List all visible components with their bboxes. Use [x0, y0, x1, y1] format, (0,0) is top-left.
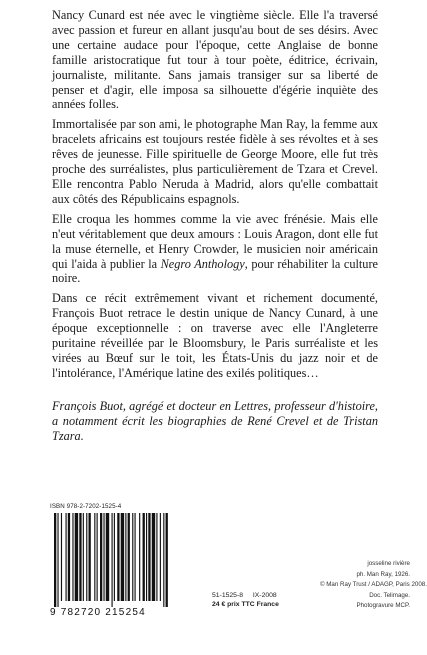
barcode-bar — [103, 513, 104, 601]
barcode-bar — [121, 513, 124, 601]
barcode-digits: 9 782720 215254 — [50, 607, 146, 618]
barcode-bar — [86, 513, 87, 601]
paragraph-recit: Dans ce récit extrêmement vivant et richement documenté, François Buot retrace le destin unique de Nancy Cunard, à une époque exceptionnelle : on traverse avec elle l'Angleterre puritaine réveillée par le Bloomsbury, le Paris surréaliste et les virées au Bœuf sur le toit, les États-Unis du jazz noir et de l'intolérance, l'Amérique latine des exilés politiques… — [52, 291, 378, 380]
barcode-bar — [143, 513, 145, 601]
barcode-bar — [112, 513, 113, 607]
barcode-bar — [66, 513, 67, 601]
photo-credits — [320, 559, 427, 612]
barcode-bar — [89, 513, 91, 601]
credit-line: Doc. Telimage. — [369, 591, 410, 599]
author-note: François Buot, agrégé et docteur en Lettres, professeur d'histoire, a notamment écrit les biographies de René Crevel et de Tristan Tzara. — [52, 398, 378, 443]
credit-line: Photogravure MCP. — [356, 602, 410, 609]
isbn-label: ISBN 978-2-7202-1525-4 — [50, 503, 122, 510]
paragraph-man-ray: Immortalisée par son ami, le photographe Man Ray, la femme aux bracelets africains est toujours restée fidèle à ses révoltes et à ses rêves de jeunesse. Fille spirituelle de George Moore, elle fut très proche des surréalistes, plus particulièrement de Tzara et Crevel. Elle rencontra Pablo Neruda à Madrid, alors qu'elle combattait aux côtés des Républicains espagnols. — [52, 117, 378, 206]
reference-date: IX-2008 — [252, 592, 277, 599]
credit-line: © Man Ray Trust / ADAGP, Paris 2008. — [320, 581, 427, 588]
barcode-bar — [72, 513, 73, 601]
barcode-bar — [57, 513, 58, 607]
barcode-image — [50, 513, 174, 609]
barcode-bar — [106, 513, 109, 601]
barcode-bar — [128, 513, 130, 601]
price-block — [212, 591, 285, 609]
paragraph-loves — [52, 212, 378, 287]
reference-row — [212, 591, 285, 600]
barcode-bar — [152, 513, 155, 601]
barcode-bar — [135, 513, 136, 601]
barcode-bar — [94, 513, 95, 601]
barcode-bar — [83, 513, 84, 601]
barcode-bar — [117, 513, 119, 601]
reference-code: 51-1525-8 — [212, 592, 243, 599]
paragraph-loves-start: Elle croqua les hommes comme la vie avec frénésie. Mais elle n'eut véritablement que deux amours : Louis Aragon, dont elle fut la muse éternelle, et Henry Crowder, le musicien noir américain qui l'aida à publier la — [52, 211, 378, 271]
paragraph-intro: Nancy Cunard est née avec le vingtième siècle. Elle l'a traversé avec passion et fureur en allant jusqu'au bout de ses désirs. Avec une certaine audace pour l'époque, cette Anglaise de bonne famille aristocratique fut tour à tour poète, éditrice, écrivain, journaliste, militante. Sans jamais transiger sur sa liberté de penser et d'agir, elle imposa sa silhouette d'égérie inquiète des années folles. — [52, 8, 378, 112]
barcode-bar — [79, 513, 81, 601]
negro-anthology-title: Negro Anthology — [160, 256, 245, 271]
paragraph-loves-end: , pour réhabiliter la culture noire. — [52, 256, 378, 286]
barcode-bar — [132, 513, 133, 601]
barcode-block — [50, 503, 200, 653]
barcode-bar — [100, 513, 102, 601]
barcode-bar — [148, 513, 150, 601]
price-label: 24 € prix TTC France — [212, 601, 279, 608]
barcode-bar — [125, 513, 126, 601]
barcode-bar — [160, 513, 161, 601]
barcode-bar — [97, 513, 98, 601]
blurb-text — [52, 8, 378, 448]
barcode-bar — [163, 513, 164, 607]
barcode-bar — [61, 513, 62, 601]
credit-line: ph. Man Ray, 1926. — [356, 570, 410, 578]
barcode-bar — [139, 513, 140, 601]
barcode-bar — [54, 513, 56, 607]
barcode-bar — [68, 513, 70, 601]
barcode-bar — [114, 513, 115, 601]
credit-line: josseline rivière — [367, 560, 410, 567]
barcode-bar — [156, 513, 157, 601]
barcode-bar — [146, 513, 147, 601]
barcode-bar — [75, 513, 78, 601]
barcode-bar — [166, 513, 168, 607]
